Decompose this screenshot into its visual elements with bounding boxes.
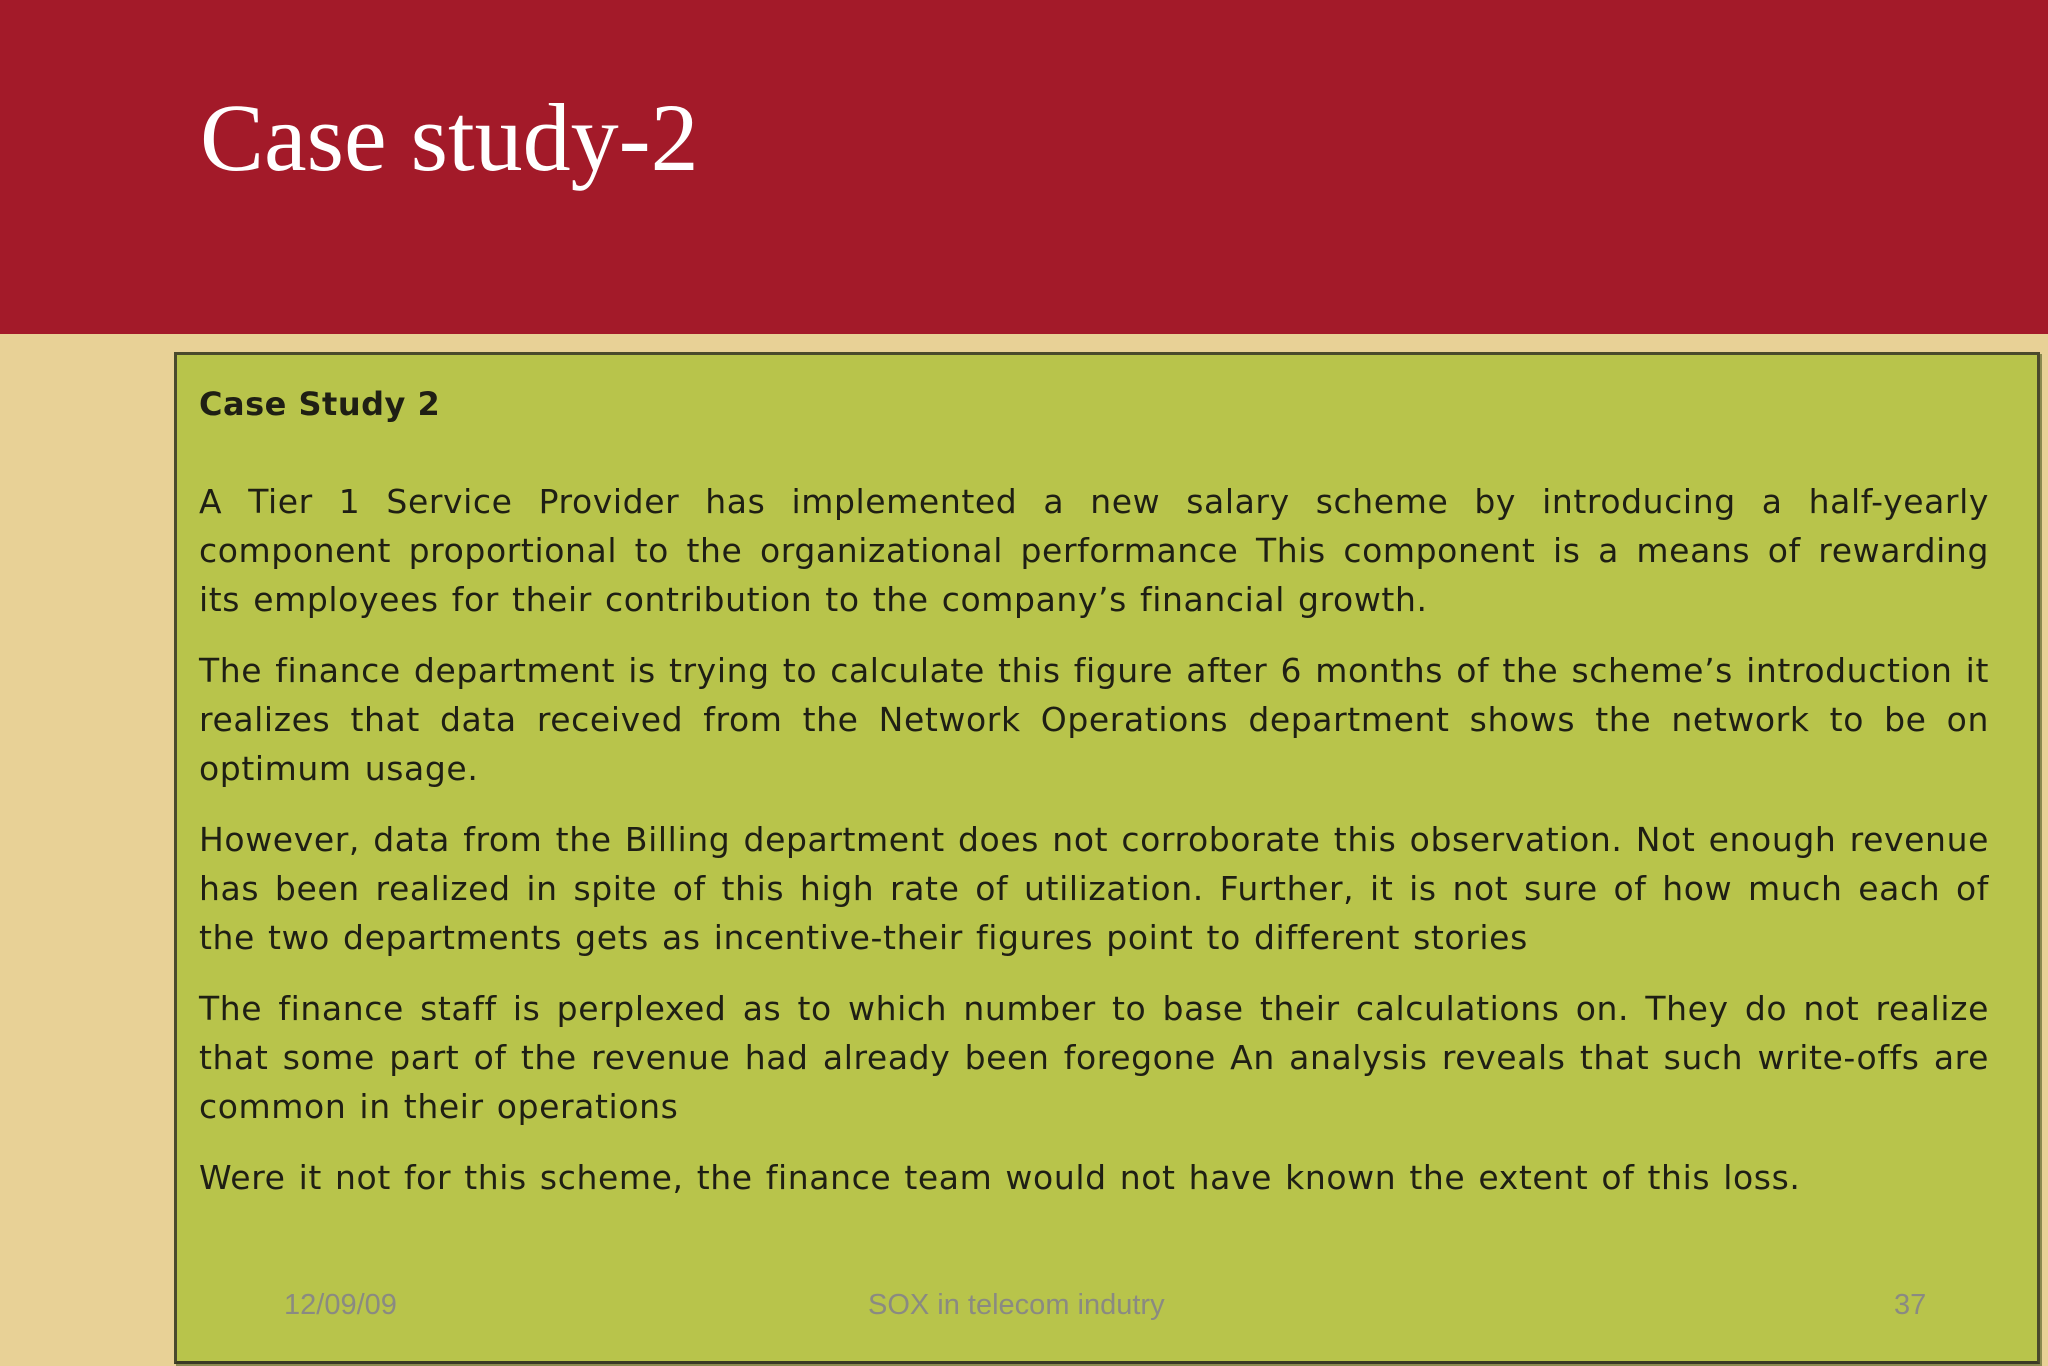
footer-page-number: 37 <box>1894 1289 1927 1321</box>
case-study-paragraph-1: A Tier 1 Service Provider has implemented a new salary scheme by introducing a half-yearly component proportional to the organizational performance This component is a means of rewarding its employees for their contribution to the company’s financial growth. <box>199 482 1989 619</box>
case-study-paragraph-2: The finance department is trying to calculate this figure after 6 months of the scheme’s introduction it realizes that data received from the Network Operations department shows the network to be on optimum usage. <box>199 651 1989 788</box>
footer-title: SOX in telecom indutry <box>868 1289 1165 1321</box>
case-study-box <box>174 352 2040 1364</box>
footer-date: 12/09/09 <box>284 1289 397 1321</box>
case-study-paragraph-4: The finance staff is perplexed as to which number to base their calculations on. They do not realize that some part of the revenue had already been foregone An analysis reveals that such write-offs are common in their operations <box>199 989 1989 1126</box>
case-study-body <box>199 477 1989 1224</box>
slide-title: Case study-2 <box>200 84 699 191</box>
case-study-paragraph-3: However, data from the Billing department does not corroborate this observation. Not enough revenue has been realized in spite of this high rate of utilization. Further, it is not sure of how much each of the two departments gets as incentive-their figures point to different stories <box>199 820 1989 957</box>
case-study-paragraph-5: Were it not for this scheme, the finance team would not have known the extent of this loss. <box>199 1158 1801 1197</box>
header-band <box>0 0 2048 334</box>
case-study-heading: Case Study 2 <box>199 385 441 423</box>
